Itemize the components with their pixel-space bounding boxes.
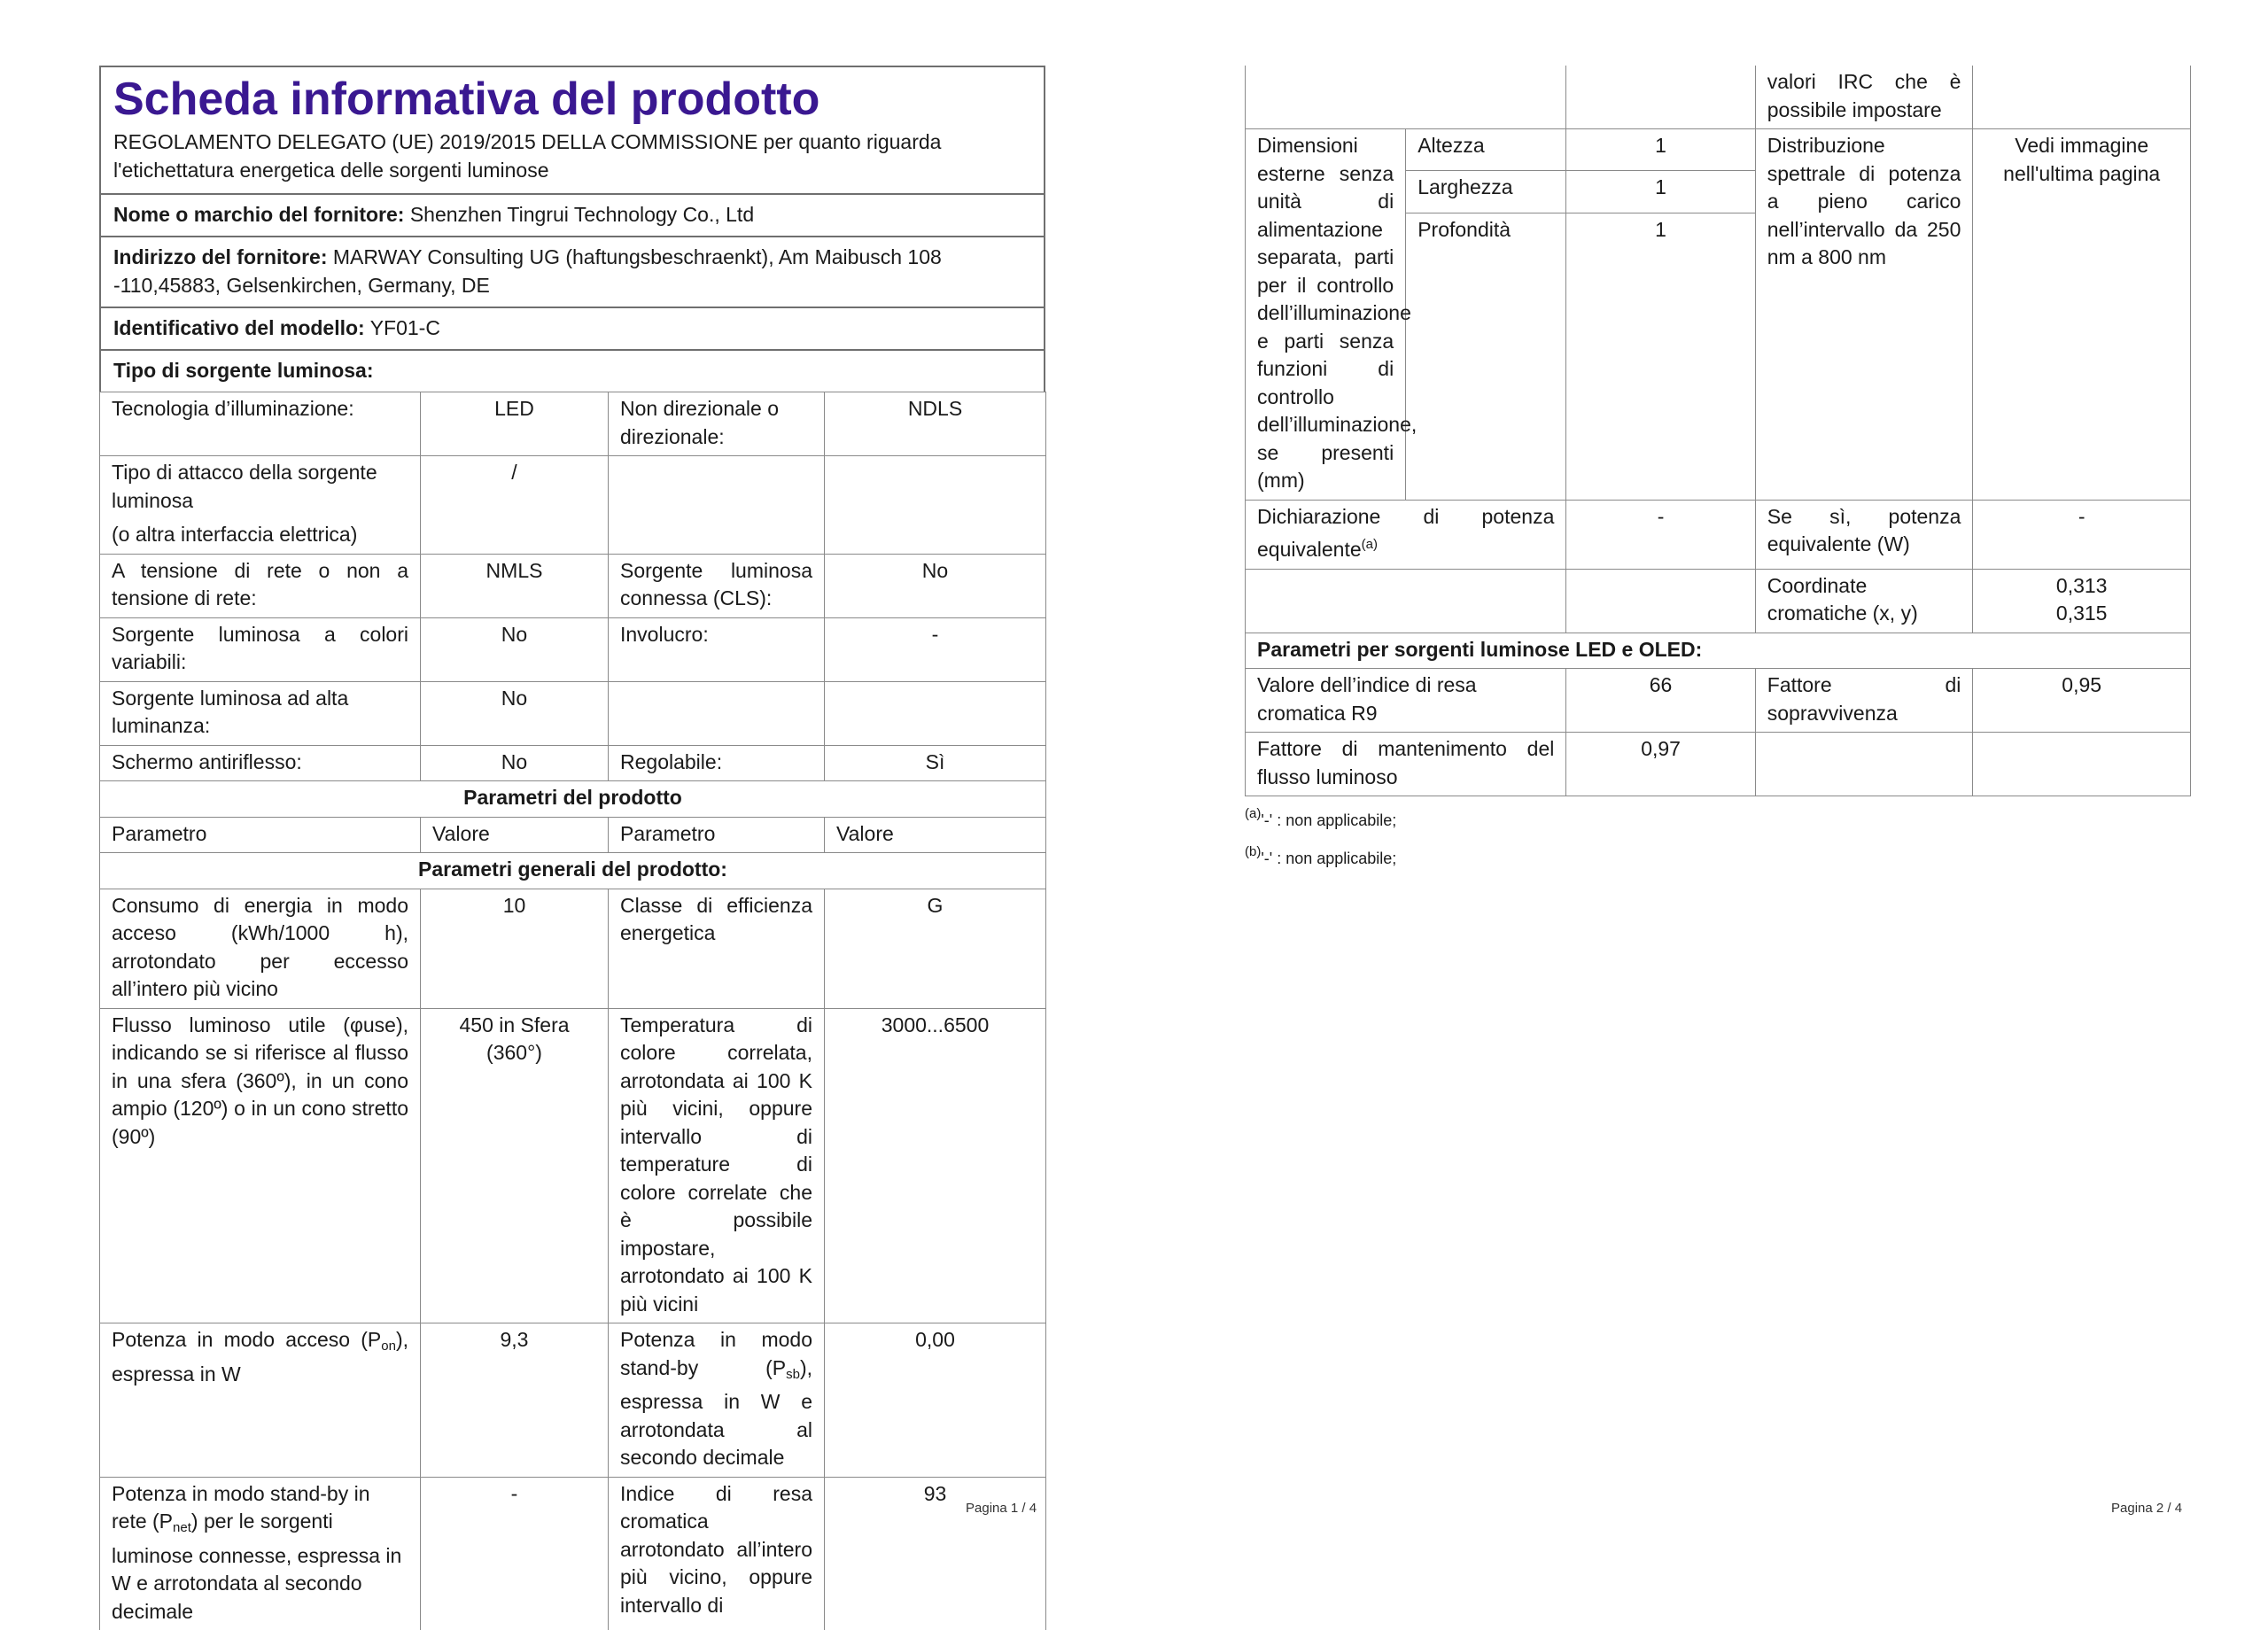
cri-label-continued: valori IRC che è possibile impostare [1755, 66, 1973, 129]
mains-label: A tensione di rete o non a tensione di rete: [100, 554, 421, 617]
class-label: Classe di efficienza energetica [609, 889, 825, 1008]
chroma-values [1973, 569, 2191, 633]
psb-label [609, 1323, 825, 1478]
table-row [100, 617, 1046, 681]
footnote-a-mark: (a) [1245, 806, 1262, 821]
pnet-label [100, 1477, 421, 1630]
dimensions-label: Dimensioni esterne senza unità di alimentazione separata, parti per il controllo dell’illuminazione e parti senza funzioni di controllo dell’illuminazione, se presenti (mm) [1246, 129, 1406, 501]
table-row [100, 745, 1046, 781]
footnote-a-text: '-' : non applicabile; [1261, 811, 1397, 829]
spd-value: Vedi immagine nell'ultima pagina [1973, 129, 2191, 501]
cls-label: Sorgente luminosa connessa (CLS): [609, 554, 825, 617]
footnote-b-mark: (b) [1245, 844, 1262, 859]
empty-cell [1973, 733, 2191, 796]
empty-cell [825, 681, 1046, 745]
supplier-name-label: Nome o marchio del fornitore: [113, 203, 405, 226]
source-type-label: Tipo di sorgente luminosa: [113, 359, 374, 382]
empty-cell [825, 456, 1046, 555]
header-block [99, 66, 1045, 193]
pnet-label-a: Potenza in modo stand-by in rete (P [112, 1481, 370, 1533]
pon-label-b: ), espressa in W [112, 1328, 408, 1386]
product-table [99, 392, 1046, 1630]
regulation-text: REGOLAMENTO DELEGATO (UE) 2019/2015 DELLA COMMISSIONE per quanto riguarda l'etichettatura energetica delle sorgenti luminose [113, 130, 942, 182]
empty-cell [1566, 66, 1755, 129]
survival-value: 0,95 [1973, 669, 2191, 733]
cap-label-cell [100, 456, 421, 555]
table-row [1246, 500, 2191, 569]
empty-cell [609, 456, 825, 555]
high-luminance-value: No [421, 681, 609, 745]
pnet-label-b: ) per le sorgenti luminose connesse, espressa in W e arrotondata al secondo decimale [112, 1510, 402, 1623]
page-2-footer: Pagina 2 / 4 [2111, 1501, 2183, 1516]
cap-label: Tipo di attacco della sorgente luminosa [112, 461, 377, 512]
maintenance-value: 0,97 [1566, 733, 1755, 796]
cri-value: 93 [825, 1477, 1046, 1630]
supplier-address: MARWAY Consulting UG (haftungsbeschraenkt), Am Maibusch 108 -110,45883, Gelsenkirchen, Germany, DE [113, 245, 942, 297]
pnet-value: - [421, 1477, 609, 1630]
equiv-label [1246, 500, 1566, 569]
pnet-sub: net [173, 1520, 191, 1535]
page-1 [99, 66, 1045, 1630]
pon-label [100, 1323, 421, 1478]
envelope-value: - [825, 617, 1046, 681]
equiv-label-text: Dichiarazione di potenza equivalente [1257, 504, 1555, 561]
empty-cell [1973, 66, 2191, 129]
empty-cell [1566, 569, 1755, 633]
table-row [100, 392, 1046, 456]
page-2 [1245, 66, 2191, 869]
general-params-header: Parametri generali del prodotto: [100, 853, 1046, 889]
table-row [1246, 669, 2191, 733]
class-value: G [825, 889, 1046, 1008]
chroma-x: 0,313 [2055, 573, 2108, 597]
equiv-power-label: Se sì, potenza equivalente (W) [1755, 500, 1973, 569]
supplier-address-row [99, 236, 1045, 307]
color-value: No [421, 617, 609, 681]
cls-value: No [825, 554, 1046, 617]
psb-sub: sb [786, 1366, 800, 1382]
table-row [100, 853, 1046, 889]
maintenance-label: Fattore di mantenimento del flusso luminoso [1246, 733, 1566, 796]
empty-cell [609, 681, 825, 745]
model-id: YF01-C [369, 316, 440, 339]
high-luminance-label: Sorgente luminosa ad alta luminanza: [100, 681, 421, 745]
source-type-row [99, 349, 1045, 392]
col-value-header: Valore [421, 817, 609, 853]
width-label: Larghezza [1406, 171, 1566, 213]
r9-label: Valore dell’indice di resa cromatica R9 [1246, 669, 1566, 733]
table-row [100, 554, 1046, 617]
table-row [1246, 633, 2191, 669]
model-label: Identificativo del modello: [113, 316, 365, 339]
depth-label: Profondità [1406, 213, 1566, 500]
cap-label-2: (o altra interfaccia elettrica) [112, 523, 358, 546]
mains-value: NMLS [421, 554, 609, 617]
page-title: Scheda informativa del prodotto [113, 74, 820, 125]
glare-label: Schermo antiriflesso: [100, 745, 421, 781]
psb-label-b: ), espressa in W e arrotondata al secondo decimale [620, 1355, 812, 1469]
tech-label: Tecnologia d’illuminazione: [100, 392, 421, 456]
chroma-y: 0,315 [2055, 602, 2108, 625]
dir-value: NDLS [825, 392, 1046, 456]
table-row [100, 1477, 1046, 1630]
table-row [1246, 569, 2191, 633]
color-label: Sorgente luminosa a colori variabili: [100, 617, 421, 681]
tech-value: LED [421, 392, 609, 456]
chroma-label: Coordinate cromatiche (x, y) [1755, 569, 1973, 633]
pon-value: 9,3 [421, 1323, 609, 1478]
height-label: Altezza [1406, 129, 1566, 171]
supplier-name-row [99, 193, 1045, 236]
product-params-header: Parametri del prodotto [100, 781, 1046, 818]
dir-label: Non direzionale o direzionale: [609, 392, 825, 456]
cap-value: / [421, 456, 609, 555]
survival-label: Fattore di sopravvivenza [1755, 669, 1973, 733]
col-param-header: Parametro [100, 817, 421, 853]
spd-label: Distribuzione spettrale di potenza a pieno carico nell’intervallo da 250 nm a 800 nm [1755, 129, 1973, 501]
table-row [1246, 129, 2191, 171]
r9-value: 66 [1566, 669, 1755, 733]
cct-value: 3000...6500 [825, 1008, 1046, 1323]
pon-sub: on [381, 1339, 396, 1354]
table-row [100, 1323, 1046, 1478]
footnote-b [1245, 842, 2191, 869]
dimmable-value: Sì [825, 745, 1046, 781]
energy-label: Consumo di energia in modo acceso (kWh/1000 h), arrotondato per eccesso all’intero più vicino [100, 889, 421, 1008]
model-row [99, 307, 1045, 349]
empty-cell [1246, 569, 1566, 633]
table-row [100, 1008, 1046, 1323]
psb-value: 0,00 [825, 1323, 1046, 1478]
flux-value: 450 in Sfera (360°) [421, 1008, 609, 1323]
table-row [1246, 733, 2191, 796]
energy-value: 10 [421, 889, 609, 1008]
col-param-header: Parametro [609, 817, 825, 853]
page-1-footer: Pagina 1 / 4 [966, 1501, 1037, 1516]
cct-label: Temperatura di colore correlata, arrotondata ai 100 K più vicini, oppure intervallo di temperature di colore correlate che è possibile impostare, arrotondato ai 100 K più vicini [609, 1008, 825, 1323]
empty-cell [1246, 66, 1566, 129]
supplier-address-label: Indirizzo del fornitore: [113, 245, 328, 268]
product-table-continued [1245, 66, 2191, 796]
dimmable-label: Regolabile: [609, 745, 825, 781]
envelope-label: Involucro: [609, 617, 825, 681]
led-params-header: Parametri per sorgenti luminose LED e OLED: [1246, 633, 2191, 669]
width-value: 1 [1566, 171, 1755, 213]
psb-label-a: Potenza in modo stand-by (P [620, 1328, 812, 1379]
table-row [100, 889, 1046, 1008]
supplier-name: Shenzhen Tingrui Technology Co., Ltd [409, 203, 755, 226]
table-row [1246, 66, 2191, 129]
equiv-power-value: - [1973, 500, 2191, 569]
footnote-a [1245, 803, 2191, 831]
cri-label: Indice di resa cromatica arrotondato all’intero più vicino, oppure intervallo di [609, 1477, 825, 1630]
height-value: 1 [1566, 129, 1755, 171]
table-row [100, 456, 1046, 555]
table-row [100, 681, 1046, 745]
footnote-b-text: '-' : non applicabile; [1261, 850, 1397, 867]
glare-value: No [421, 745, 609, 781]
depth-value: 1 [1566, 213, 1755, 500]
table-row [100, 781, 1046, 818]
empty-cell [1755, 733, 1973, 796]
table-row [100, 817, 1046, 853]
pon-label-a: Potenza in modo acceso (P [112, 1328, 382, 1351]
flux-label: Flusso luminoso utile (φuse), indicando se si riferisce al flusso in una sfera (360º), in un cono ampio (120º) o in un cono stretto (90º) [100, 1008, 421, 1323]
equiv-footnote-mark: (a) [1361, 537, 1378, 552]
equiv-value: - [1566, 500, 1755, 569]
col-value-header: Valore [825, 817, 1046, 853]
